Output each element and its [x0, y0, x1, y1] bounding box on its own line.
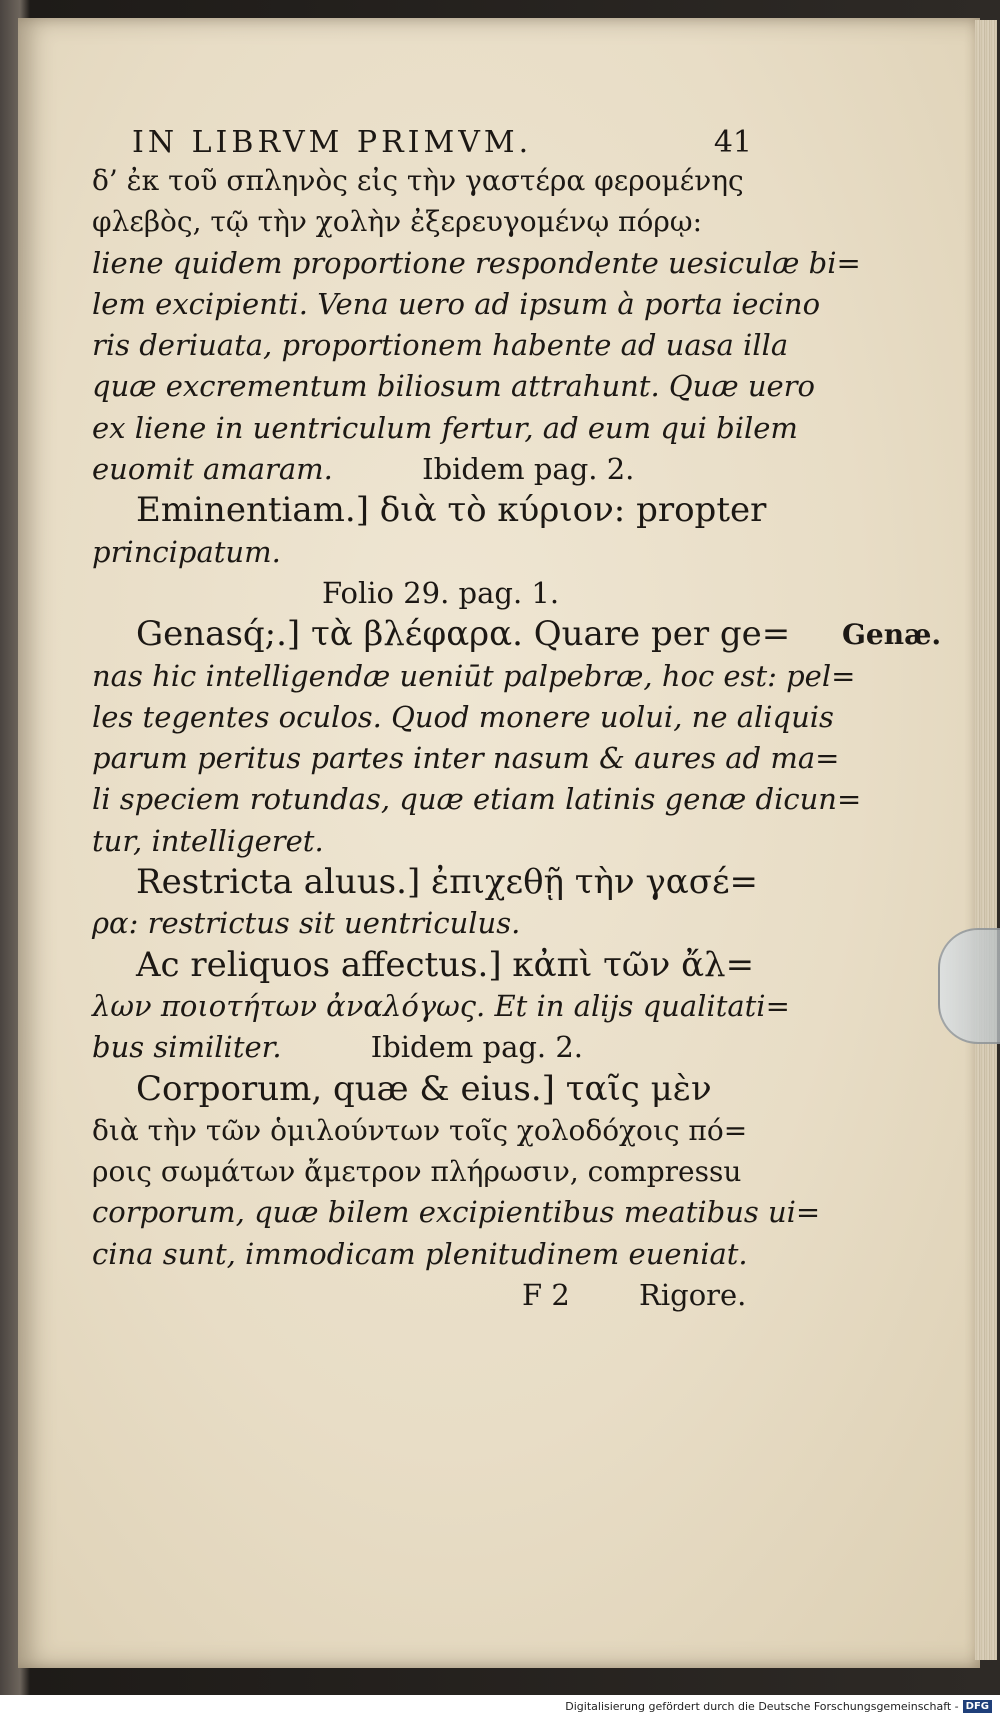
- lemma-heading: Corporum, quæ & eius.] ταῖς μὲν: [136, 1068, 712, 1109]
- text-line: [92, 862, 952, 903]
- lemma-heading: Eminentiam.] διὰ τὸ κύριον: propter: [136, 490, 767, 531]
- footer-credit: Digitalisierung gefördert durch die Deutsche Forschungsgemeinschaft -: [565, 1699, 959, 1713]
- text-line: les tegentes oculos. Quod monere uolui, ne aliquis: [92, 699, 834, 734]
- text-line: λων ποιοτήτων ἀναλόγως. Et in alijs qualitati=: [92, 988, 790, 1023]
- running-head: IN LIBRVM PRIMVM.: [132, 125, 533, 160]
- text-line: [92, 1027, 952, 1068]
- page-fore-edge: [975, 20, 997, 1660]
- catch-line: [92, 1275, 952, 1316]
- text-line: corporum, quæ bilem excipientibus meatibus ui=: [92, 1195, 821, 1230]
- lemma-heading: Ac reliquos affectus.] κἀπὶ τῶν ἄλ=: [136, 944, 755, 985]
- text-line: ris deriuata, proportionem habente ad uasa illa: [92, 328, 789, 363]
- signature-mark: F 2: [522, 1278, 570, 1313]
- text-line: [92, 1069, 952, 1110]
- text-line: [92, 490, 952, 531]
- text-line: principatum.: [92, 534, 281, 569]
- header-line: [132, 108, 752, 160]
- page-text: [92, 108, 952, 1316]
- dfg-logo: DFG: [963, 1700, 992, 1713]
- text-line: tur, intelligeret.: [92, 823, 324, 858]
- margin-note: Genæ.: [842, 618, 942, 652]
- lemma-heading: Restricta aluus.] ἐπιχεθῇ τὴν γασέ=: [136, 862, 759, 903]
- page-number: 41: [713, 125, 752, 160]
- text-span: euomit amaram.: [92, 452, 333, 487]
- text-line: δ’ ἐκ τοῦ σπληνὸς εἰς τὴν γαστέρα φερομένης: [92, 164, 744, 197]
- text-line: cina sunt, immodicam plenitudinem eueniat.: [92, 1236, 748, 1271]
- text-line: parum peritus partes inter nasum & aures ad ma=: [92, 741, 840, 776]
- text-line: li speciem rotundas, quæ etiam latinis genæ dicun=: [92, 782, 862, 817]
- text-line: ρα: restrictus sit uentriculus.: [92, 906, 521, 941]
- text-line: [92, 449, 952, 490]
- text-line: φλεβὸς, τῷ τὴν χολὴν ἐξερευγομένῳ πόρῳ:: [92, 205, 703, 239]
- text-line: nas hic intelligendæ ueniūt palpebræ, hoc est: pel=: [92, 658, 856, 693]
- text-line: liene quidem proportione respondente uesiculæ bi=: [92, 245, 861, 280]
- text-span: bus similiter.: [92, 1030, 282, 1065]
- lemma-heading: Genasq́;.] τὰ βλέφαρα. Quare per ge=: [136, 614, 791, 655]
- text-line: [92, 945, 952, 986]
- text-line: lem excipienti. Vena uero ad ipsum à porta iecino: [92, 286, 821, 321]
- text-line: [92, 614, 952, 655]
- folio-reference: Folio 29. pag. 1.: [322, 575, 560, 610]
- text-line: quæ excrementum biliosum attrahunt. Quæ uero: [92, 369, 815, 404]
- text-line: διὰ τὴν τῶν ὁμιλούντων τοῖς χολοδόχοις πό=: [92, 1113, 748, 1147]
- text-line: ροις σωμάτων ἄμετρον πλήρωσιν, compressu: [92, 1155, 742, 1189]
- text-line: ex liene in uentriculum fertur, ad eum qui bilem: [92, 410, 798, 445]
- catchword: Rigore.: [639, 1278, 747, 1313]
- ibidem-reference: Ibidem pag. 2.: [370, 1030, 584, 1065]
- footer-bar: [0, 1695, 1000, 1717]
- ibidem-reference: Ibidem pag. 2.: [422, 452, 635, 487]
